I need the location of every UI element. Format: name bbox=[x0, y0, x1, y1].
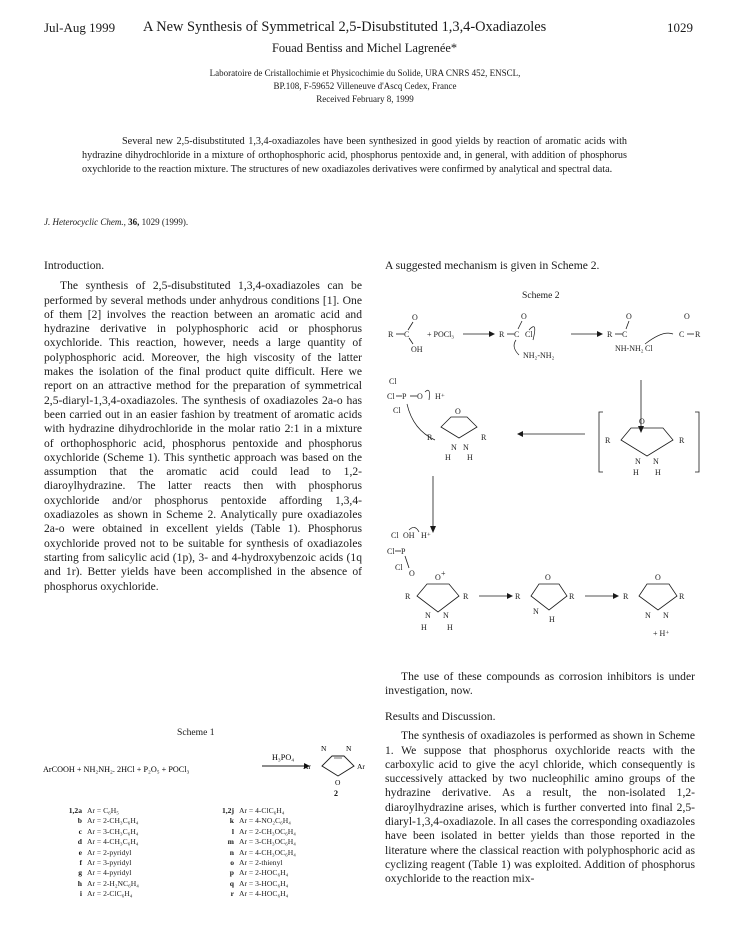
substituent-value: Ar = 3-CH₃C₆H₄ bbox=[87, 826, 139, 836]
atom-label: + bbox=[441, 569, 446, 578]
atom-label: H bbox=[421, 623, 427, 632]
intro-paragraph: The synthesis of 2,5-disubstituted 1,3,4-oxadiazoles can be performed by several methods under anhydrous conditions [1]. One of them [2] involves the reaction between an aromatic acid and hydrazine derivative in polyphosphoric acid or phosphorus oxychloride. This reaction, however, needs a large quantity of polyphosphoric acid. Moreover, the high viscosity of the latter makes the isolation of the final product quite difficult. Here we report on an attractive method for the preparation of symmetrical 2,5-diaryl-1,3,4-oxadiazoles. The synthesis of oxadiazoles 2a-o has been carried out in an easier fashion by treatment of aromatic acids with hydrazine dihydrochloride in the molar ratio 2:1 in a mixture of orthophosphoric acid, phosphorus pentoxide and phosphorus oxychloride (Scheme 1). This synthetic approach was based on the assumption that the aromatic acid could lead to 1,2-diaroylhydrazine. The latter reacts then with phosphorus oxychloride and/or phosphorus pentoxide affording 1,3,4-oxadiazoles as shown in Scheme 2. Analytically pure oxadiazoles 2a-o were obtained in excellent yields (Table 1). Phosphorus oxychloride proved not to be suitable for synthesis of oxadiazoles starting from salicylic acid (1p), 3- and 4-hydroxybenzoic acids (1q and 1r). Better yields have been accomplished in the absence of phosphorus oxychloride. bbox=[44, 279, 362, 593]
substituent-value: Ar = 2-H₂NC₆H₄ bbox=[87, 878, 139, 888]
substituent-value: Ar = C₆H₅ bbox=[87, 806, 119, 815]
atom-label: R bbox=[569, 592, 575, 601]
atom-label: R bbox=[607, 330, 613, 339]
substituent-value: Ar = 3-pyridyl bbox=[87, 858, 132, 867]
scheme2-title: Scheme 2 bbox=[522, 290, 560, 301]
substituent-row bbox=[212, 889, 288, 898]
atom-label: Cl bbox=[387, 392, 395, 401]
scheme1-reactants: ArCOOH + NH₂NH₂. 2HCl + P₂O₅ + POCl₃ bbox=[43, 765, 190, 774]
byproduct-label: + H⁺ bbox=[653, 629, 670, 638]
atom-label: N bbox=[533, 607, 539, 616]
substituent-value: Ar = 2-thienyl bbox=[239, 858, 283, 867]
substituent-value: Ar = 2-CH₃C₆H₄ bbox=[87, 816, 139, 826]
atom-label: H⁺ bbox=[435, 392, 445, 401]
atom-label: N bbox=[443, 611, 449, 620]
compound-key: l bbox=[231, 826, 234, 836]
substituent-row bbox=[60, 858, 131, 867]
reagent-label: + POCl₃ bbox=[427, 330, 455, 339]
atom-label: R bbox=[388, 330, 394, 339]
atom-label: R bbox=[405, 592, 411, 601]
atom-label: Cl bbox=[393, 406, 401, 415]
substituent-row bbox=[60, 837, 138, 846]
substituent-row bbox=[60, 848, 131, 857]
paper-title: A New Synthesis of Symmetrical 2,5-Disubstituted 1,3,4-Oxadiazoles bbox=[143, 19, 547, 35]
atom-label: R bbox=[481, 433, 487, 442]
scheme1-product-number: 2 bbox=[334, 789, 338, 798]
compound-key: f bbox=[79, 858, 82, 867]
intro-heading: Introduction. bbox=[44, 259, 105, 272]
atom-label: R bbox=[695, 330, 701, 339]
substituent-row bbox=[212, 806, 284, 815]
substituent-row bbox=[60, 879, 139, 888]
citation-journal: J. Heterocyclic Chem., bbox=[44, 217, 126, 227]
affiliation-line: Laboratoire de Cristallochimie et Physicochimie du Solide, URA CNRS 452, ENSCL, bbox=[209, 68, 521, 78]
compound-key: b bbox=[77, 816, 82, 826]
ring-o-label: O bbox=[335, 778, 341, 787]
atom-label: R bbox=[679, 436, 685, 445]
intro-section bbox=[44, 259, 362, 594]
affiliation bbox=[140, 67, 590, 106]
scheme1-reagent: H₃PO₄ bbox=[272, 753, 295, 762]
atom-label: O bbox=[412, 313, 418, 322]
affiliation-line: BP.108, F-59652 Villeneuve d'Ascq Cedex, France bbox=[273, 81, 457, 91]
citation-pages: 1029 (1999). bbox=[141, 217, 189, 227]
substituent-value: Ar = 4-HOC₆H₄ bbox=[239, 889, 289, 899]
atom-label: Cl bbox=[645, 344, 653, 353]
substituent-row bbox=[212, 816, 291, 825]
substituent-row bbox=[60, 816, 138, 825]
ring-ar-left: Ar bbox=[303, 762, 311, 771]
atom-label: H bbox=[633, 468, 639, 477]
atom-label: NH-NH₂ bbox=[615, 344, 644, 353]
corrosion-note bbox=[385, 670, 695, 699]
substituent-value: Ar = 2-HOC₆H₄ bbox=[239, 868, 289, 878]
atom-label: N bbox=[635, 457, 641, 466]
compound-key: i bbox=[79, 889, 82, 899]
compound-key: m bbox=[227, 837, 234, 847]
atom-label: R bbox=[463, 592, 469, 601]
issue-date: Jul-Aug 1999 bbox=[44, 20, 116, 35]
substituent-value: Ar = 4-NO₂C₆H₄ bbox=[239, 816, 291, 826]
compound-key: o bbox=[230, 858, 234, 867]
compound-key: e bbox=[78, 847, 82, 857]
compound-key: r bbox=[230, 889, 234, 899]
substituent-value: Ar = 2-CH₃OC₆H₄ bbox=[239, 826, 296, 836]
atom-label: H bbox=[549, 615, 555, 624]
atom-label: O bbox=[626, 312, 632, 321]
substituent-row bbox=[212, 858, 283, 867]
corrosion-paragraph: The use of these compounds as corrosion inhibitors is under investigation, now. bbox=[385, 670, 695, 698]
substituent-row bbox=[212, 837, 296, 846]
ring-n-label: N bbox=[321, 744, 327, 753]
compound-key: h bbox=[77, 878, 82, 888]
compound-key: c bbox=[78, 826, 82, 836]
atom-label: N bbox=[463, 443, 469, 452]
substituent-row bbox=[212, 879, 288, 888]
received-date: Received February 8, 1999 bbox=[316, 94, 414, 104]
compound-key: p bbox=[229, 868, 234, 878]
atom-label: H bbox=[447, 623, 453, 632]
atom-label: N bbox=[425, 611, 431, 620]
atom-label: N bbox=[653, 457, 659, 466]
atom-label: H⁺ bbox=[421, 531, 431, 540]
abstract: Several new 2,5-disubstituted 1,3,4-oxadiazoles have been synthesized in good yields by reaction of aromatic acids with hydrazine dihydrochloride in a mixture of orthophosphoric acid, phosphorus pentoxide and, in general, with addition of phosphorus oxychloride to the reaction mixture. The structures of new oxadiazoles derivatives were confirmed by analytical and spectral data. bbox=[82, 136, 627, 175]
atom-label: Cl bbox=[389, 377, 397, 386]
mechanism-intro: A suggested mechanism is given in Scheme 2. bbox=[385, 259, 600, 272]
atom-label: Cl bbox=[387, 547, 395, 556]
ring-n-label: N bbox=[346, 744, 352, 753]
scheme1-equation-graphic bbox=[40, 738, 370, 798]
atom-label: N bbox=[645, 611, 651, 620]
substituent-row bbox=[212, 868, 288, 877]
citation bbox=[44, 217, 188, 227]
atom-label: C bbox=[679, 330, 685, 339]
atom-label: Cl bbox=[525, 330, 533, 339]
compound-key: 1,2a bbox=[68, 806, 82, 815]
atom-label: N bbox=[451, 443, 457, 452]
page-number: 1029 bbox=[667, 20, 693, 35]
atom-label: P bbox=[401, 547, 406, 556]
substituent-row bbox=[60, 827, 138, 836]
atom-label: C bbox=[622, 330, 628, 339]
substituent-value: Ar = 3-CH₃OC₆H₄ bbox=[239, 837, 296, 847]
scheme2-mechanism-graphic bbox=[383, 300, 713, 645]
substituent-row bbox=[60, 889, 132, 898]
atom-label: C bbox=[404, 330, 410, 339]
atom-label: O bbox=[435, 573, 441, 582]
results-paragraph: The synthesis of oxadiazoles is performed as shown in Scheme 1. We suppose that phosphorus oxychloride reacts with the carboxylic acid to give the acyl chloride, which consequently is successively attacked by two nucleophilic amino groups of the hydrazine derivative. As a result, the non-isolated 1,2-diaroylhydrazine arises, which is further converted into final 2,5-diaryl-1,3,4-oxadiazole. In all cases the corresponding oxadiazoles have been isolated in better yields than those reported in the literature where the classical reaction with polyphosphoric acid as cyclizing reagent (Table 1) was exploited. Addition of phosphorus oxychloride to the reaction mix- bbox=[385, 729, 695, 886]
atom-label: Cl bbox=[395, 563, 403, 572]
authors: Fouad Bentiss and Michel Lagrenée* bbox=[271, 41, 458, 55]
compound-key: n bbox=[229, 847, 234, 857]
ring-ar-right: Ar bbox=[357, 762, 365, 771]
results-section bbox=[385, 710, 695, 887]
substituent-value: Ar = 2-ClC₆H₄ bbox=[87, 889, 133, 899]
substituent-value: Ar = 2-pyridyl bbox=[87, 847, 132, 857]
compound-key: g bbox=[78, 868, 82, 878]
substituent-row bbox=[60, 868, 131, 877]
atom-label: O bbox=[521, 312, 527, 321]
substituent-value: Ar = 3-HOC₆H₄ bbox=[239, 878, 289, 888]
substituent-value: Ar = 4-ClC₆H₄ bbox=[239, 806, 285, 815]
compound-key: k bbox=[229, 816, 234, 826]
atom-label: R bbox=[623, 592, 629, 601]
atom-label: R bbox=[605, 436, 611, 445]
atom-label: R bbox=[515, 592, 521, 601]
oxadiazole-ring bbox=[322, 756, 354, 776]
atom-label: H bbox=[655, 468, 661, 477]
scheme1-title: Scheme 1 bbox=[177, 727, 215, 738]
atom-label: O bbox=[417, 392, 423, 401]
atom-label: H bbox=[467, 453, 473, 462]
results-heading: Results and Discussion. bbox=[385, 710, 496, 723]
atom-label: OH bbox=[403, 531, 415, 540]
atom-label: P bbox=[402, 392, 407, 401]
atom-label: N bbox=[663, 611, 669, 620]
atom-label: R bbox=[427, 433, 433, 442]
atom-label: R bbox=[679, 592, 685, 601]
substituent-value: Ar = 4-CH₃OC₆H₄ bbox=[239, 847, 296, 857]
atom-label: O bbox=[545, 573, 551, 582]
substituent-row bbox=[212, 827, 296, 836]
atom-label: O bbox=[639, 417, 645, 426]
compound-key: d bbox=[77, 837, 82, 847]
citation-volume: 36, bbox=[128, 217, 140, 227]
compound-key: 1,2j bbox=[221, 806, 234, 815]
atom-label: H bbox=[445, 453, 451, 462]
atom-label: R bbox=[499, 330, 505, 339]
atom-label: O bbox=[409, 569, 415, 578]
substituent-value: Ar = 4-CH₃C₆H₄ bbox=[87, 837, 139, 847]
atom-label: C bbox=[514, 330, 520, 339]
atom-label: O bbox=[684, 312, 690, 321]
atom-label: OH bbox=[411, 345, 423, 354]
reagent-label: NH₂-NH₂ bbox=[523, 351, 555, 360]
substituent-row bbox=[60, 806, 119, 815]
compound-key: q bbox=[229, 878, 234, 888]
atom-label: Cl bbox=[391, 531, 399, 540]
atom-label: O bbox=[455, 407, 461, 416]
substituent-row bbox=[212, 848, 296, 857]
substituent-value: Ar = 4-pyridyl bbox=[87, 868, 132, 878]
atom-label: O bbox=[655, 573, 661, 582]
